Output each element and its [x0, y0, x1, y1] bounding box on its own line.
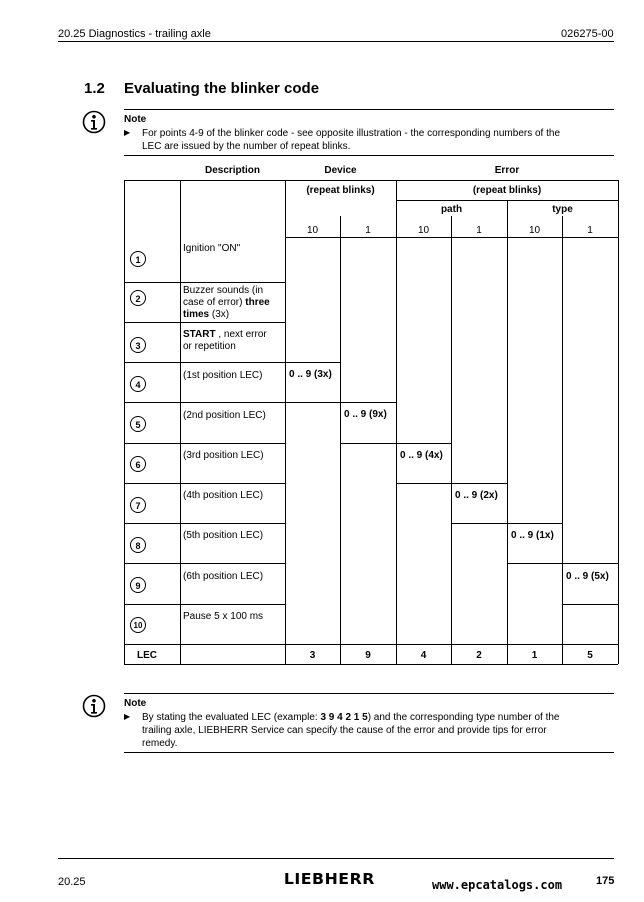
repeat-value: 0 .. 9 (2x): [455, 490, 498, 501]
note1-line1: For points 4-9 of the blinker code - see opposite illustration - the corresponding numbers of the: [142, 128, 561, 139]
table-rule: [124, 180, 125, 664]
col-description-header: Description: [204, 165, 260, 176]
table-rule: [396, 180, 397, 664]
table-rule: [340, 216, 341, 664]
table-rule: [507, 200, 508, 664]
col-device-header: Device: [324, 165, 357, 176]
row-description: (6th position LEC): [183, 571, 264, 582]
repeat-value: 0 .. 9 (9x): [344, 409, 387, 420]
row-number-circle: 5: [130, 416, 146, 432]
table-rule: [124, 644, 618, 645]
note1-line2: LEC are issued by the number of repeat blinks.: [142, 141, 351, 152]
table-rule: [124, 604, 285, 605]
lec-digit: 5: [587, 650, 593, 661]
info-icon: [82, 694, 106, 718]
header-rule: [58, 41, 614, 42]
digit-head: 10: [306, 225, 319, 236]
table-rule: [285, 180, 286, 664]
info-icon: [82, 110, 106, 134]
table-rule: [451, 216, 452, 664]
digit-head: 1: [587, 225, 593, 236]
table-rule: [124, 322, 285, 323]
note2-line1: By stating the evaluated LEC (example: 3 9 4 2 1 5) and the corresponding type number of the: [142, 712, 560, 723]
row-description: Pause 5 x 100 ms: [183, 611, 264, 622]
table-rule: [451, 523, 562, 524]
note1-title: Note: [124, 114, 147, 125]
digit-head: 1: [365, 225, 371, 236]
row-number-circle: 7: [130, 497, 146, 513]
table-rule: [124, 282, 285, 283]
note2-bottom-rule: [124, 752, 614, 753]
note1-body: [124, 127, 614, 153]
table-rule: [396, 483, 507, 484]
note1-bottom-rule: [124, 155, 614, 156]
table-rule: [124, 362, 285, 363]
liebherr-logo: LIEBHERR: [283, 870, 375, 888]
table-rule: [285, 362, 340, 363]
lec-digit: 3: [309, 650, 316, 661]
repeat-value: 0 .. 9 (1x): [511, 530, 554, 541]
note2-title: Note: [124, 698, 147, 709]
table-rule: [618, 180, 619, 664]
type-header: type: [552, 204, 573, 215]
lec-digit: 4: [420, 650, 427, 661]
note2-line2: trailing axle, LIEBHERR Service can specify the cause of the error and provide tips for error: [142, 725, 547, 736]
table-rule: [562, 216, 563, 664]
bullet-arrow-icon: ▶: [124, 712, 131, 721]
document-number: 026275-00: [561, 28, 614, 40]
table-rule: [507, 563, 618, 564]
row-number-circle: 6: [130, 456, 146, 472]
note2-body: [124, 711, 614, 750]
lec-label: LEC: [137, 650, 157, 661]
device-subheader: (repeat blinks): [306, 185, 375, 196]
note2-top-rule: [124, 693, 614, 694]
table-rule: [124, 523, 285, 524]
row-number-circle: 8: [130, 537, 146, 553]
table-rule: [124, 180, 618, 181]
table-rule: [124, 664, 618, 665]
table-rule: [124, 483, 285, 484]
row-description: (5th position LEC): [183, 530, 264, 541]
row-number-circle: 4: [130, 376, 146, 392]
row-description: Buzzer sounds (in case of error) three times (3x): [183, 285, 270, 320]
path-header: path: [440, 204, 463, 215]
row-description: Ignition "ON": [183, 243, 241, 254]
digit-head: 10: [417, 225, 430, 236]
section-number: 1.2: [84, 80, 105, 97]
page-number: 175: [596, 875, 615, 887]
lec-digit: 2: [476, 650, 482, 661]
lec-digit: 9: [365, 650, 371, 661]
table-rule: [340, 443, 451, 444]
row-description: (4th position LEC): [183, 490, 264, 501]
lec-digit: 1: [531, 650, 538, 661]
bullet-arrow-icon: ▶: [124, 128, 131, 137]
repeat-value: 0 .. 9 (3x): [289, 369, 332, 380]
section-title: Evaluating the blinker code: [124, 80, 320, 97]
row-description: (3rd position LEC): [183, 450, 264, 461]
table-rule: [124, 402, 285, 403]
table-rule: [124, 443, 285, 444]
footer-rule: [58, 858, 614, 859]
watermark-url: www.epcatalogs.com: [432, 878, 563, 892]
digit-head: 1: [476, 225, 482, 236]
row-description: START , next error or repetition: [183, 329, 267, 352]
note1-top-rule: [124, 109, 614, 110]
note2-line3: remedy.: [142, 738, 178, 749]
error-subheader: (repeat blinks): [472, 185, 542, 196]
row-description: (1st position LEC): [183, 370, 263, 381]
row-description: (2nd position LEC): [183, 410, 266, 421]
row-number-circle: 2: [130, 290, 146, 306]
table-rule: [180, 180, 181, 664]
repeat-value: 0 .. 9 (4x): [400, 450, 443, 461]
row-number-circle: 9: [130, 577, 146, 593]
col-error-header: Error: [494, 165, 520, 176]
row-number-circle: 3: [130, 337, 146, 353]
repeat-value: 0 .. 9 (5x): [566, 571, 609, 582]
row-number-circle: 1: [130, 251, 146, 267]
row-number-circle: 10: [130, 617, 146, 633]
table-rule: [285, 402, 396, 403]
digit-head: 10: [528, 225, 541, 236]
footer-section: 20.25: [58, 876, 86, 888]
table-rule: [124, 563, 285, 564]
running-header-title: 20.25 Diagnostics - trailing axle: [58, 28, 211, 40]
table-rule: [562, 604, 618, 605]
